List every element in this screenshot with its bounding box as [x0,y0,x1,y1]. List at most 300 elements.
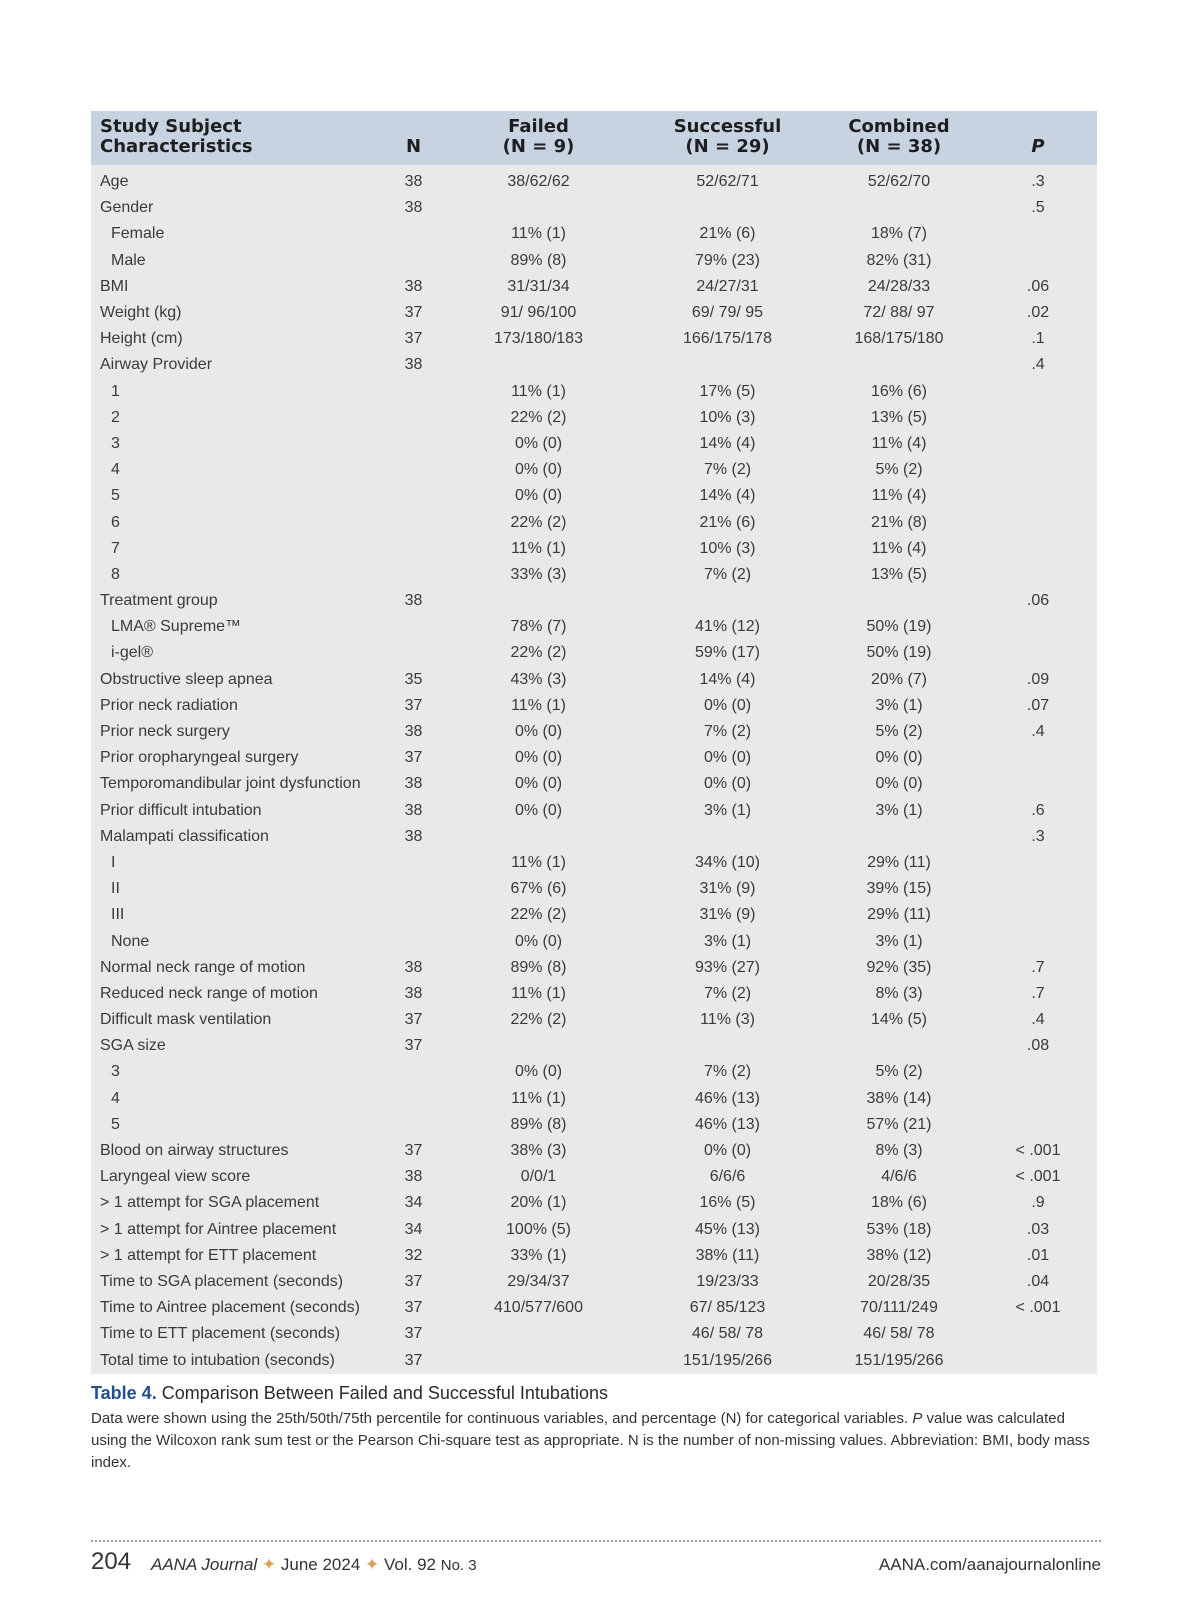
cell-failed: 38% (3) [510,1142,567,1160]
cell-successful: 31% (9) [699,906,756,924]
table-row [91,1295,1097,1321]
cell-combined [819,1033,979,1059]
cell-failed [441,588,636,614]
cell-combined: 20% (7) [870,670,928,688]
cell-failed: 22% (2) [510,906,567,924]
cell-combined: 39% (15) [866,880,932,898]
cell-n: 37 [404,304,423,322]
cell-n: 38 [404,958,423,976]
table-row [91,771,1097,797]
cell-failed: 11% (1) [511,225,566,243]
cell-n: 37 [404,1325,423,1343]
cell-failed: 0% (0) [514,775,563,793]
cell-p-value: .06 [1026,592,1050,610]
table-row [91,667,1097,693]
cell-p-value: .5 [1031,199,1045,217]
cell-n [386,902,441,928]
caption-table-number: Table 4. [91,1383,157,1403]
cell-n [386,1059,441,1085]
table-row [91,326,1097,352]
journal-website-link[interactable]: AANA.com/aanajournalonline [878,1555,1101,1574]
cell-n: 37 [404,749,423,767]
row-label: > 1 attempt for ETT placement [100,1246,317,1264]
cell-successful: 34% (10) [695,853,760,871]
cell-combined: 46/ 58/ 78 [863,1325,935,1343]
cell-failed [441,824,636,850]
table-row [91,1059,1097,1085]
cell-combined: 92% (35) [866,958,932,976]
cell-successful: 17% (5) [699,382,756,400]
cell-combined: 82% (31) [866,251,932,269]
cell-combined: 151/195/266 [854,1351,944,1369]
table-row [91,1243,1097,1269]
cell-combined [819,824,979,850]
cell-n: 38 [404,199,423,217]
cell-successful: 16% (5) [699,1194,756,1212]
row-label: Prior neck radiation [100,696,238,714]
cell-n [386,850,441,876]
cell-failed: 89% (8) [510,958,567,976]
data-table-container [91,111,1097,1374]
cell-combined: 14% (5) [870,1011,928,1029]
cell-combined: 0% (0) [875,749,923,767]
cell-successful: 14% (4) [699,670,756,688]
row-label: i-gel® [111,644,154,662]
row-label: Prior neck surgery [100,723,230,741]
comparison-table [91,111,1097,1374]
cell-p-value [979,640,1097,666]
cell-p-value [979,1059,1097,1085]
table-row [91,745,1097,771]
cell-p-value [979,221,1097,247]
header-characteristics: Study Subject Characteristics [100,116,253,157]
cell-p-value [979,850,1097,876]
table-row [91,640,1097,666]
cell-p-value [979,248,1097,274]
cell-n [386,1112,441,1138]
cell-successful: 41% (12) [695,618,760,636]
row-label: 1 [111,382,120,400]
cell-failed [441,1347,636,1373]
cell-p-value: .06 [1026,277,1050,295]
caption-text-part-b: value was calculated using the Wilcoxon rank sum test or the Pearson Chi-square test as appropriate. N is the number of non-missing values. Abbreviation: BMI, body mass index. [91,1410,1090,1471]
cell-combined: 50% (19) [866,618,932,636]
row-label: > 1 attempt for Aintree placement [100,1220,337,1238]
table-row [91,693,1097,719]
cell-successful: 21% (6) [699,513,756,531]
cell-successful: 7% (2) [703,565,752,583]
cell-failed [441,1033,636,1059]
cell-combined: 5% (2) [875,1063,923,1081]
cell-p-value [979,1347,1097,1373]
row-label: 2 [111,408,120,426]
cell-n: 35 [404,670,423,688]
cell-combined: 50% (19) [866,644,932,662]
cell-successful: 69/ 79/ 95 [691,304,764,322]
header-failed: Failed (N = 9) [502,116,575,157]
cell-successful: 45% (13) [695,1220,760,1238]
row-label: 3 [111,1063,120,1081]
row-label: 6 [111,513,120,531]
row-label: Reduced neck range of motion [100,984,318,1002]
cell-combined: 18% (6) [870,1194,928,1212]
cell-successful: 0% (0) [703,749,752,767]
cell-p-value: .4 [1031,1011,1045,1029]
cell-combined: 168/175/180 [854,330,944,348]
cell-successful [636,588,819,614]
cell-successful: 7% (2) [703,723,752,741]
header-combined: Combined (N = 38) [848,116,950,157]
cell-successful: 3% (1) [703,801,752,819]
row-label: I [111,853,116,871]
row-label: 5 [111,1115,120,1133]
cell-p-value: .09 [1026,670,1050,688]
row-label: Weight (kg) [100,304,182,322]
row-label: LMA® Supreme™ [111,618,242,636]
cell-successful: 59% (17) [695,644,760,662]
caption-title-text: Comparison Between Failed and Successful Intubations [161,1383,608,1403]
cell-p-value: .02 [1026,304,1050,322]
caption-title [91,1383,1101,1404]
issue-number: No. 3 [440,1557,477,1574]
row-label: 5 [111,487,120,505]
table-row [91,221,1097,247]
row-label: Temporomandibular joint dysfunction [100,775,361,793]
table-row [91,274,1097,300]
cell-combined: 0% (0) [875,775,923,793]
cell-n [386,221,441,247]
cell-combined: 38% (14) [866,1089,932,1107]
cell-successful: 6/6/6 [709,1168,746,1186]
cell-p-value [979,1112,1097,1138]
cell-failed: 0% (0) [514,487,563,505]
cell-combined: 16% (6) [870,382,928,400]
cell-combined: 13% (5) [870,565,928,583]
cell-combined: 18% (7) [870,225,928,243]
cell-p-value: .07 [1026,696,1050,714]
cell-p-value [979,509,1097,535]
cell-failed: 78% (7) [510,618,567,636]
cell-n: 38 [404,173,423,191]
cell-combined: 29% (11) [867,853,931,871]
table-row [91,509,1097,535]
cell-p-value: .6 [1031,801,1045,819]
cell-successful: 46% (13) [695,1089,760,1107]
cell-p-value [979,536,1097,562]
row-label: Time to ETT placement (seconds) [100,1325,341,1343]
table-row [91,431,1097,457]
row-label: Female [111,225,165,243]
cell-successful: 7% (2) [703,1063,752,1081]
cell-successful: 151/195/266 [683,1351,772,1369]
cell-failed: 22% (2) [510,513,567,531]
cell-p-value [979,431,1097,457]
cell-p-value [979,483,1097,509]
cell-n: 38 [404,723,423,741]
row-label: 7 [111,539,120,557]
cell-p-value [979,928,1097,954]
cell-successful: 14% (4) [699,434,756,452]
table-row [91,824,1097,850]
row-label: Time to SGA placement (seconds) [100,1272,344,1290]
cell-combined [819,588,979,614]
cell-n [386,457,441,483]
cell-n [386,562,441,588]
cell-successful: 21% (6) [699,225,756,243]
table-caption [91,1383,1101,1474]
cell-n [386,379,441,405]
header-successful: Successful (N = 29) [673,116,782,157]
cell-p-value: .08 [1026,1037,1050,1055]
cell-combined: 8% (3) [875,984,923,1002]
table-row [91,981,1097,1007]
cell-successful: 10% (3) [699,408,756,426]
cell-n: 37 [404,1351,423,1369]
cell-failed: 11% (1) [511,539,566,557]
cell-n [386,483,441,509]
cell-p-value: .7 [1031,958,1045,976]
cell-failed: 0/0/1 [520,1168,557,1186]
cell-failed: 29/34/37 [507,1272,570,1290]
cell-combined: 3% (1) [875,932,923,950]
header-p-value: P [1031,136,1045,157]
table-row [91,1138,1097,1164]
cell-successful [636,195,819,221]
cell-n: 38 [404,827,423,845]
cell-n [386,640,441,666]
cell-n: 34 [404,1220,423,1238]
row-label: Age [100,173,129,191]
cell-combined: 5% (2) [875,723,923,741]
cell-combined: 72/ 88/ 97 [863,304,935,322]
cell-p-value [979,1321,1097,1347]
caption-body [91,1408,1101,1474]
row-label: SGA size [100,1037,166,1055]
cell-failed: 33% (1) [510,1246,567,1264]
table-row [91,457,1097,483]
cell-p-value: .9 [1031,1194,1045,1212]
row-label: Laryngeal view score [100,1168,251,1186]
cell-combined [819,352,979,378]
cell-p-value: .1 [1031,330,1045,348]
cell-combined: 3% (1) [875,801,923,819]
cell-failed [441,352,636,378]
cell-n: 37 [404,1272,423,1290]
cell-n [386,614,441,640]
cell-failed: 33% (3) [510,565,567,583]
table-row [91,300,1097,326]
cell-combined: 53% (18) [866,1220,932,1238]
table-row [91,1190,1097,1216]
cell-n: 37 [404,1142,423,1160]
cell-successful [636,352,819,378]
cell-failed: 38/62/62 [507,173,570,191]
table-row [91,165,1097,195]
cell-successful: 3% (1) [703,932,752,950]
cell-n [386,431,441,457]
cell-combined: 38% (12) [866,1246,932,1264]
cell-successful: 46/ 58/ 78 [691,1325,764,1343]
table-row [91,1269,1097,1295]
cell-combined: 52/62/70 [867,173,931,191]
cell-successful: 0% (0) [703,775,752,793]
table-row [91,352,1097,378]
cell-combined: 5% (2) [875,461,923,479]
cell-failed: 0% (0) [514,749,563,767]
table-row [91,798,1097,824]
cell-failed: 22% (2) [510,408,567,426]
cell-failed: 0% (0) [514,932,563,950]
table-header-row [91,111,1097,165]
table-row [91,876,1097,902]
cell-failed: 11% (1) [511,984,566,1002]
table-row [91,536,1097,562]
cell-combined [819,195,979,221]
cell-n: 38 [404,775,423,793]
cell-n [386,536,441,562]
cell-successful: 67/ 85/123 [689,1299,766,1317]
cell-p-value [979,457,1097,483]
table-row [91,1347,1097,1373]
cell-n: 37 [404,696,423,714]
row-label: 4 [111,461,120,479]
cell-n: 37 [404,1299,423,1317]
table-row [91,405,1097,431]
row-label: III [111,906,125,924]
cell-failed: 89% (8) [510,1115,567,1133]
cell-n: 38 [404,356,423,374]
cell-combined: 3% (1) [875,696,923,714]
cell-n: 38 [404,801,423,819]
table-body [91,165,1097,1374]
cell-n: 38 [404,592,423,610]
caption-p-symbol: P [912,1410,923,1427]
cell-successful: 11% (3) [700,1011,755,1029]
table-row [91,588,1097,614]
cell-p-value [979,745,1097,771]
cell-failed: 89% (8) [510,251,567,269]
journal-citation [151,1555,477,1575]
cell-combined: 8% (3) [875,1142,923,1160]
cell-failed: 0% (0) [514,723,563,741]
footer-divider [91,1540,1101,1542]
table-row [91,1086,1097,1112]
cell-failed: 173/180/183 [494,330,583,348]
row-label: 4 [111,1089,120,1107]
cell-successful: 19/23/33 [696,1272,759,1290]
volume: Vol. 92 [384,1555,436,1574]
cell-successful [636,1033,819,1059]
cell-n: 38 [404,277,423,295]
cell-failed: 410/577/600 [494,1299,583,1317]
cell-combined: 13% (5) [870,408,928,426]
table-row [91,1007,1097,1033]
cell-n [386,405,441,431]
cell-failed: 22% (2) [510,644,567,662]
page-number: 204 [91,1548,132,1575]
cell-combined: 70/111/249 [860,1299,938,1317]
cell-p-value [979,379,1097,405]
row-label: 8 [111,565,120,583]
row-label: Difficult mask ventilation [100,1011,272,1029]
cell-failed: 11% (1) [511,853,566,871]
cell-p-value: < .001 [1015,1142,1061,1160]
cell-n: 34 [404,1194,423,1212]
table-row [91,483,1097,509]
cell-n [386,1086,441,1112]
diamond-separator-icon: ✦ [365,1555,380,1574]
table-row [91,1217,1097,1243]
cell-n: 37 [404,1037,423,1055]
table-row [91,902,1097,928]
cell-successful: 166/175/178 [683,330,772,348]
cell-successful: 31% (9) [699,880,756,898]
cell-failed: 43% (3) [510,670,567,688]
cell-failed: 31/31/34 [507,277,570,295]
cell-n [386,248,441,274]
row-label: II [111,880,120,898]
row-label: Malampati classification [100,827,269,845]
cell-failed: 67% (6) [510,880,567,898]
cell-successful [636,824,819,850]
diamond-separator-icon: ✦ [261,1555,277,1574]
cell-combined: 11% (4) [871,539,927,557]
cell-p-value: .04 [1026,1272,1050,1290]
table-row [91,1033,1097,1059]
cell-p-value [979,405,1097,431]
cell-successful: 7% (2) [703,461,752,479]
cell-successful: 7% (2) [703,984,752,1002]
cell-n: 37 [404,330,423,348]
cell-combined: 11% (4) [871,434,927,452]
caption-text-part-a: Data were shown using the 25th/50th/75th percentile for continuous variables, and percentage (N) for categorical variables. [91,1410,909,1427]
row-label: Gender [100,199,154,217]
row-label: Normal neck range of motion [100,958,306,976]
cell-p-value [979,562,1097,588]
cell-combined: 11% (4) [871,487,927,505]
cell-successful: 0% (0) [703,696,752,714]
table-row [91,614,1097,640]
table-row [91,195,1097,221]
cell-combined: 21% (8) [870,513,928,531]
cell-failed [441,195,636,221]
table-row [91,928,1097,954]
cell-combined: 20/28/35 [867,1272,931,1290]
cell-combined: 57% (21) [866,1115,932,1133]
row-label: Total time to intubation (seconds) [100,1351,335,1369]
cell-failed: 22% (2) [510,1011,567,1029]
cell-successful: 24/27/31 [696,277,759,295]
cell-failed: 100% (5) [506,1220,571,1238]
page-footer [91,1548,1101,1582]
row-label: BMI [100,277,129,295]
cell-p-value: .03 [1026,1220,1050,1238]
cell-n: 38 [404,1168,423,1186]
cell-successful: 93% (27) [695,958,760,976]
row-label: Height (cm) [100,330,183,348]
cell-combined: 24/28/33 [867,277,931,295]
header-n: N [405,136,422,157]
row-label: Time to Aintree placement (seconds) [100,1299,360,1317]
cell-successful: 14% (4) [699,487,756,505]
cell-successful: 52/62/71 [696,173,759,191]
cell-n: 37 [404,1011,423,1029]
cell-failed: 11% (1) [511,382,566,400]
cell-failed: 20% (1) [510,1194,567,1212]
cell-p-value [979,876,1097,902]
cell-n: 32 [404,1246,423,1264]
row-label: None [111,932,150,950]
